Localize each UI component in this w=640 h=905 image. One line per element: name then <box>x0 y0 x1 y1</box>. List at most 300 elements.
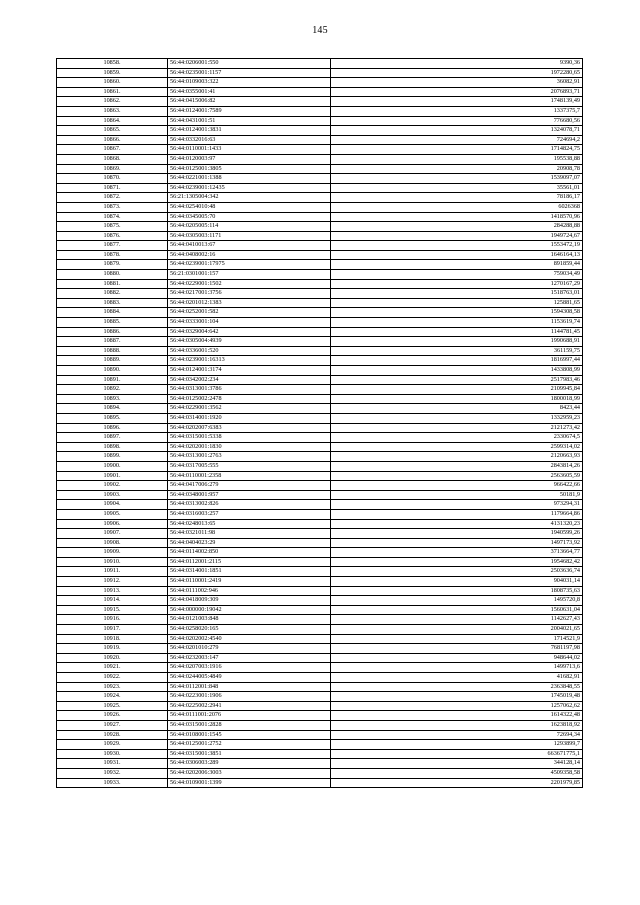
row-number-cell: 10902. <box>57 481 168 491</box>
row-number-cell: 10861. <box>57 87 168 97</box>
value-cell: 35561,01 <box>331 183 583 193</box>
table-row <box>57 692 583 702</box>
value-cell: 78186,17 <box>331 193 583 203</box>
table-row <box>57 174 583 184</box>
row-number-cell: 10866. <box>57 135 168 145</box>
row-number-cell: 10896. <box>57 423 168 433</box>
cadastral-number-cell: 56:44:0225002:2941 <box>168 701 331 711</box>
table-row <box>57 605 583 615</box>
row-number-cell: 10882. <box>57 289 168 299</box>
cadastral-number-cell: 56:44:0244005:4849 <box>168 673 331 683</box>
row-number-cell: 10925. <box>57 701 168 711</box>
table-row <box>57 78 583 88</box>
row-number-cell: 10877. <box>57 241 168 251</box>
table-row <box>57 768 583 778</box>
row-number-cell: 10888. <box>57 346 168 356</box>
table-row <box>57 116 583 126</box>
cadastral-number-cell: 56:44:0109003:322 <box>168 78 331 88</box>
row-number-cell: 10864. <box>57 116 168 126</box>
cadastral-number-cell: 56:44:0124001:7589 <box>168 106 331 116</box>
row-number-cell: 10897. <box>57 433 168 443</box>
value-cell: 948644,02 <box>331 653 583 663</box>
value-cell: 2503636,74 <box>331 567 583 577</box>
row-number-cell: 10873. <box>57 202 168 212</box>
value-cell: 1646164,13 <box>331 250 583 260</box>
value-cell: 2843814,26 <box>331 461 583 471</box>
table-row <box>57 241 583 251</box>
cadastral-number-cell: 56:44:0314001:1920 <box>168 413 331 423</box>
value-cell: 6026368 <box>331 202 583 212</box>
table-row <box>57 711 583 721</box>
cadastral-number-cell: 56:44:0121003:848 <box>168 615 331 625</box>
row-number-cell: 10867. <box>57 145 168 155</box>
cadastral-number-cell: 56:44:0202002:4540 <box>168 634 331 644</box>
row-number-cell: 10863. <box>57 106 168 116</box>
table-row <box>57 375 583 385</box>
cadastral-number-cell: 56:44:0229001:3562 <box>168 404 331 414</box>
cadastral-number-cell: 56:44:0431001:51 <box>168 116 331 126</box>
cadastral-number-cell: 56:44:0313001:3786 <box>168 385 331 395</box>
table-row <box>57 135 583 145</box>
value-cell: 1990688,91 <box>331 337 583 347</box>
cadastral-number-cell: 56:21:0301001:157 <box>168 270 331 280</box>
table-row <box>57 202 583 212</box>
table-row <box>57 490 583 500</box>
value-cell: 1560631,04 <box>331 605 583 615</box>
value-cell: 9390,36 <box>331 59 583 69</box>
table-row <box>57 596 583 606</box>
table-row <box>57 567 583 577</box>
row-number-cell: 10870. <box>57 174 168 184</box>
cadastral-number-cell: 56:44:0239001:17975 <box>168 260 331 270</box>
table-row <box>57 653 583 663</box>
cadastral-number-cell: 56:44:0232003:147 <box>168 653 331 663</box>
table-row <box>57 308 583 318</box>
cadastral-number-cell: 56:21:1305004:342 <box>168 193 331 203</box>
table-row <box>57 749 583 759</box>
value-cell: 41682,91 <box>331 673 583 683</box>
row-number-cell: 10898. <box>57 442 168 452</box>
table-row <box>57 318 583 328</box>
value-cell: 20908,78 <box>331 164 583 174</box>
cadastral-number-cell: 56:44:0332016:63 <box>168 135 331 145</box>
table-row <box>57 423 583 433</box>
row-number-cell: 10929. <box>57 740 168 750</box>
row-number-cell: 10931. <box>57 759 168 769</box>
cadastral-number-cell: 56:44:0417006:279 <box>168 481 331 491</box>
table-row <box>57 663 583 673</box>
value-cell: 344128,14 <box>331 759 583 769</box>
value-cell: 2201979,85 <box>331 778 583 788</box>
cadastral-number-cell: 56:44:0355001:41 <box>168 87 331 97</box>
row-number-cell: 10883. <box>57 298 168 308</box>
cadastral-number-cell: 56:44:0333001:104 <box>168 318 331 328</box>
value-cell: 1270167,29 <box>331 279 583 289</box>
cadastral-number-cell: 56:44:0315001:3851 <box>168 749 331 759</box>
table-row <box>57 577 583 587</box>
value-cell: 2076893,71 <box>331 87 583 97</box>
row-number-cell: 10918. <box>57 634 168 644</box>
row-number-cell: 10930. <box>57 749 168 759</box>
cadastral-number-cell: 56:44:0313002:826 <box>168 500 331 510</box>
row-number-cell: 10914. <box>57 596 168 606</box>
table-row <box>57 701 583 711</box>
row-number-cell: 10881. <box>57 279 168 289</box>
value-cell: 2563605,59 <box>331 471 583 481</box>
value-cell: 904031,14 <box>331 577 583 587</box>
table-row <box>57 279 583 289</box>
row-number-cell: 10903. <box>57 490 168 500</box>
value-cell: 50181,9 <box>331 490 583 500</box>
cadastral-number-cell: 56:44:0110001:2419 <box>168 577 331 587</box>
cadastral-number-cell: 56:44:0223001:1906 <box>168 692 331 702</box>
cadastral-number-cell: 56:44:0125001:2752 <box>168 740 331 750</box>
value-cell: 1714521,9 <box>331 634 583 644</box>
table-row <box>57 682 583 692</box>
table-row <box>57 231 583 241</box>
value-cell: 2363848,55 <box>331 682 583 692</box>
value-cell: 663671775,1 <box>331 749 583 759</box>
row-number-cell: 10932. <box>57 768 168 778</box>
value-cell: 1499713,6 <box>331 663 583 673</box>
table-row <box>57 586 583 596</box>
table-row <box>57 154 583 164</box>
row-number-cell: 10909. <box>57 548 168 558</box>
value-cell: 1800018,99 <box>331 394 583 404</box>
table-row <box>57 250 583 260</box>
table-row <box>57 625 583 635</box>
row-number-cell: 10923. <box>57 682 168 692</box>
row-number-cell: 10871. <box>57 183 168 193</box>
cadastral-number-cell: 56:44:0314001:1851 <box>168 567 331 577</box>
row-number-cell: 10862. <box>57 97 168 107</box>
row-number-cell: 10865. <box>57 126 168 136</box>
table-row <box>57 404 583 414</box>
row-number-cell: 10875. <box>57 222 168 232</box>
row-number-cell: 10917. <box>57 625 168 635</box>
cadastral-number-cell: 56:44:0313001:2763 <box>168 452 331 462</box>
cadastral-number-cell: 56:44:0202006:3003 <box>168 768 331 778</box>
row-number-cell: 10910. <box>57 557 168 567</box>
value-cell: 1972280,65 <box>331 68 583 78</box>
cadastral-number-cell: 56:44:0306003:289 <box>168 759 331 769</box>
cadastral-number-cell: 56:44:0125001:3805 <box>168 164 331 174</box>
value-cell: 776680,56 <box>331 116 583 126</box>
value-cell: 7681197,98 <box>331 644 583 654</box>
cadastral-number-cell: 56:44:0315001:5338 <box>168 433 331 443</box>
table-row <box>57 260 583 270</box>
row-number-cell: 10913. <box>57 586 168 596</box>
table-row <box>57 126 583 136</box>
cadastral-number-cell: 56:44:0239001:12435 <box>168 183 331 193</box>
table-row <box>57 68 583 78</box>
value-cell: 724694,2 <box>331 135 583 145</box>
cadastral-number-cell: 56:44:0110001:1433 <box>168 145 331 155</box>
row-number-cell: 10868. <box>57 154 168 164</box>
row-number-cell: 10927. <box>57 720 168 730</box>
cadastral-number-cell: 56:44:0112001:2115 <box>168 557 331 567</box>
value-cell: 1293899,7 <box>331 740 583 750</box>
value-cell: 1179664,86 <box>331 509 583 519</box>
cadastral-number-cell: 56:44:0229001:1502 <box>168 279 331 289</box>
value-cell: 1539097,07 <box>331 174 583 184</box>
value-cell: 1714824,75 <box>331 145 583 155</box>
table-row <box>57 59 583 69</box>
value-cell: 1594308,58 <box>331 308 583 318</box>
table-row <box>57 529 583 539</box>
cadastral-number-cell: 56:44:0317005:555 <box>168 461 331 471</box>
value-cell: 1332959,23 <box>331 413 583 423</box>
value-cell: 1495720,8 <box>331 596 583 606</box>
table-row <box>57 193 583 203</box>
cadastral-number-cell: 56:44:0410013:67 <box>168 241 331 251</box>
table-row <box>57 327 583 337</box>
row-number-cell: 10919. <box>57 644 168 654</box>
value-cell: 2599314,02 <box>331 442 583 452</box>
value-cell: 1614322,48 <box>331 711 583 721</box>
value-cell: 1518763,01 <box>331 289 583 299</box>
cadastral-number-cell: 56:44:0254010:48 <box>168 202 331 212</box>
cadastral-number-cell: 56:44:0404023:29 <box>168 538 331 548</box>
row-number-cell: 10900. <box>57 461 168 471</box>
value-cell: 2120663,93 <box>331 452 583 462</box>
table-row <box>57 433 583 443</box>
value-cell: 2121273,42 <box>331 423 583 433</box>
row-number-cell: 10858. <box>57 59 168 69</box>
table-row <box>57 87 583 97</box>
value-cell: 1816997,44 <box>331 356 583 366</box>
cadastral-number-cell: 56:44:0112001:848 <box>168 682 331 692</box>
row-number-cell: 10890. <box>57 366 168 376</box>
cadastral-number-cell: 56:44:0315001:2828 <box>168 720 331 730</box>
value-cell: 2517983,46 <box>331 375 583 385</box>
row-number-cell: 10885. <box>57 318 168 328</box>
value-cell: 8423,44 <box>331 404 583 414</box>
row-number-cell: 10879. <box>57 260 168 270</box>
value-cell: 1623818,92 <box>331 720 583 730</box>
cadastral-number-cell: 56:44:0305004:4939 <box>168 337 331 347</box>
cadastral-number-cell: 56:44:0202007:6383 <box>168 423 331 433</box>
table-row <box>57 212 583 222</box>
value-cell: 1748139,49 <box>331 97 583 107</box>
value-cell: 1497173,92 <box>331 538 583 548</box>
table-row <box>57 730 583 740</box>
value-cell: 72694,34 <box>331 730 583 740</box>
cadastral-number-cell: 56:44:0345005:70 <box>168 212 331 222</box>
row-number-cell: 10886. <box>57 327 168 337</box>
table-row <box>57 337 583 347</box>
table-row <box>57 481 583 491</box>
row-number-cell: 10869. <box>57 164 168 174</box>
row-number-cell: 10884. <box>57 308 168 318</box>
value-cell: 759034,49 <box>331 270 583 280</box>
row-number-cell: 10915. <box>57 605 168 615</box>
value-cell: 1808735,63 <box>331 586 583 596</box>
value-cell: 1433808,99 <box>331 366 583 376</box>
value-cell: 1553472,19 <box>331 241 583 251</box>
row-number-cell: 10922. <box>57 673 168 683</box>
table-row <box>57 548 583 558</box>
cadastral-number-cell: 56:44:0124001:3174 <box>168 366 331 376</box>
cadastral-number-cell: 56:44:0408002:16 <box>168 250 331 260</box>
row-number-cell: 10921. <box>57 663 168 673</box>
table-row <box>57 145 583 155</box>
cadastral-number-cell: 56:44:0321011:98 <box>168 529 331 539</box>
table-row <box>57 442 583 452</box>
row-number-cell: 10905. <box>57 509 168 519</box>
value-cell: 4509358,58 <box>331 768 583 778</box>
table-row <box>57 452 583 462</box>
row-number-cell: 10894. <box>57 404 168 414</box>
value-cell: 1142627,43 <box>331 615 583 625</box>
cadastral-number-cell: 56:44:0316003:257 <box>168 509 331 519</box>
row-number-cell: 10880. <box>57 270 168 280</box>
row-number-cell: 10860. <box>57 78 168 88</box>
row-number-cell: 10908. <box>57 538 168 548</box>
value-cell: 2109945,84 <box>331 385 583 395</box>
row-number-cell: 10893. <box>57 394 168 404</box>
table-row <box>57 222 583 232</box>
row-number-cell: 10912. <box>57 577 168 587</box>
row-number-cell: 10899. <box>57 452 168 462</box>
cadastral-number-cell: 56:44:0109001:1399 <box>168 778 331 788</box>
value-cell: 1745019,48 <box>331 692 583 702</box>
table-row <box>57 298 583 308</box>
table-row <box>57 385 583 395</box>
cadastral-number-cell: 56:44:0252001:582 <box>168 308 331 318</box>
row-number-cell: 10924. <box>57 692 168 702</box>
cadastral-number-cell: 56:44:0201012:1383 <box>168 298 331 308</box>
cadastral-number-cell: 56:44:0201010:279 <box>168 644 331 654</box>
cadastral-number-cell: 56:44:0206001:550 <box>168 59 331 69</box>
row-number-cell: 10887. <box>57 337 168 347</box>
cadastral-number-cell: 56:44:0111002:946 <box>168 586 331 596</box>
table-row <box>57 509 583 519</box>
cadastral-number-cell: 56:44:0235001:1157 <box>168 68 331 78</box>
table-row <box>57 164 583 174</box>
row-number-cell: 10904. <box>57 500 168 510</box>
value-cell: 195538,88 <box>331 154 583 164</box>
value-cell: 4131320,23 <box>331 519 583 529</box>
cadastral-number-cell: 56:44:0125002:2478 <box>168 394 331 404</box>
cadastral-number-cell: 56:44:0221001:1388 <box>168 174 331 184</box>
cadastral-number-cell: 56:44:0239001:16313 <box>168 356 331 366</box>
value-cell: 2004021,65 <box>331 625 583 635</box>
cadastral-number-cell: 56:44:0217001:3756 <box>168 289 331 299</box>
cadastral-number-cell: 56:44:0111001:2076 <box>168 711 331 721</box>
row-number-cell: 10933. <box>57 778 168 788</box>
table-row <box>57 413 583 423</box>
page-number: 145 <box>312 25 328 36</box>
value-cell: 361159,75 <box>331 346 583 356</box>
row-number-cell: 10872. <box>57 193 168 203</box>
cadastral-number-cell: 56:44:0110001:2358 <box>168 471 331 481</box>
value-cell: 1418570,96 <box>331 212 583 222</box>
table-row <box>57 270 583 280</box>
table-row <box>57 461 583 471</box>
value-cell: 36082,91 <box>331 78 583 88</box>
row-number-cell: 10874. <box>57 212 168 222</box>
cadastral-number-cell: 56:44:0305003:1171 <box>168 231 331 241</box>
value-cell: 1324078,71 <box>331 126 583 136</box>
row-number-cell: 10928. <box>57 730 168 740</box>
value-cell: 1954682,42 <box>331 557 583 567</box>
value-cell: 3713664,77 <box>331 548 583 558</box>
row-number-cell: 10891. <box>57 375 168 385</box>
table-row <box>57 644 583 654</box>
value-cell: 1940599,26 <box>331 529 583 539</box>
row-number-cell: 10907. <box>57 529 168 539</box>
row-number-cell: 10878. <box>57 250 168 260</box>
cadastral-number-cell: 56:44:000000:19042 <box>168 605 331 615</box>
cadastral-number-cell: 56:44:0348001:957 <box>168 490 331 500</box>
cadastral-value-table <box>56 58 583 788</box>
row-number-cell: 10901. <box>57 471 168 481</box>
table-row <box>57 759 583 769</box>
row-number-cell: 10906. <box>57 519 168 529</box>
table-body <box>57 59 583 788</box>
row-number-cell: 10889. <box>57 356 168 366</box>
table-row <box>57 500 583 510</box>
table-row <box>57 471 583 481</box>
table-row <box>57 634 583 644</box>
cadastral-number-cell: 56:44:0329004:642 <box>168 327 331 337</box>
table-row <box>57 356 583 366</box>
row-number-cell: 10892. <box>57 385 168 395</box>
value-cell: 966422,66 <box>331 481 583 491</box>
table-row <box>57 519 583 529</box>
table-row <box>57 106 583 116</box>
row-number-cell: 10876. <box>57 231 168 241</box>
value-cell: 973294,31 <box>331 500 583 510</box>
value-cell: 1144781,45 <box>331 327 583 337</box>
cadastral-number-cell: 56:44:0258020:165 <box>168 625 331 635</box>
cadastral-number-cell: 56:44:0248013:65 <box>168 519 331 529</box>
table-row <box>57 346 583 356</box>
value-cell: 125881,65 <box>331 298 583 308</box>
cadastral-number-cell: 56:44:0415006:82 <box>168 97 331 107</box>
table-row <box>57 720 583 730</box>
cadastral-number-cell: 56:44:0205005:114 <box>168 222 331 232</box>
table-row <box>57 183 583 193</box>
cadastral-number-cell: 56:44:0108001:1545 <box>168 730 331 740</box>
table-row <box>57 557 583 567</box>
value-cell: 891859,44 <box>331 260 583 270</box>
row-number-cell: 10895. <box>57 413 168 423</box>
row-number-cell: 10926. <box>57 711 168 721</box>
table-row <box>57 366 583 376</box>
cadastral-number-cell: 56:44:0336001:520 <box>168 346 331 356</box>
table-row <box>57 289 583 299</box>
table-row <box>57 538 583 548</box>
cadastral-number-cell: 56:44:0120003:97 <box>168 154 331 164</box>
cadastral-number-cell: 56:44:0202001:1830 <box>168 442 331 452</box>
table-row <box>57 673 583 683</box>
value-cell: 1337375,7 <box>331 106 583 116</box>
value-cell: 2330674,5 <box>331 433 583 443</box>
table-row <box>57 778 583 788</box>
row-number-cell: 10859. <box>57 68 168 78</box>
cadastral-number-cell: 56:44:0342002:234 <box>168 375 331 385</box>
cadastral-number-cell: 56:44:0114002:850 <box>168 548 331 558</box>
table-row <box>57 394 583 404</box>
value-cell: 1257062,62 <box>331 701 583 711</box>
table-row <box>57 740 583 750</box>
value-cell: 1949724,67 <box>331 231 583 241</box>
cadastral-number-cell: 56:44:0124001:3831 <box>168 126 331 136</box>
value-cell: 1153619,74 <box>331 318 583 328</box>
table-row <box>57 615 583 625</box>
